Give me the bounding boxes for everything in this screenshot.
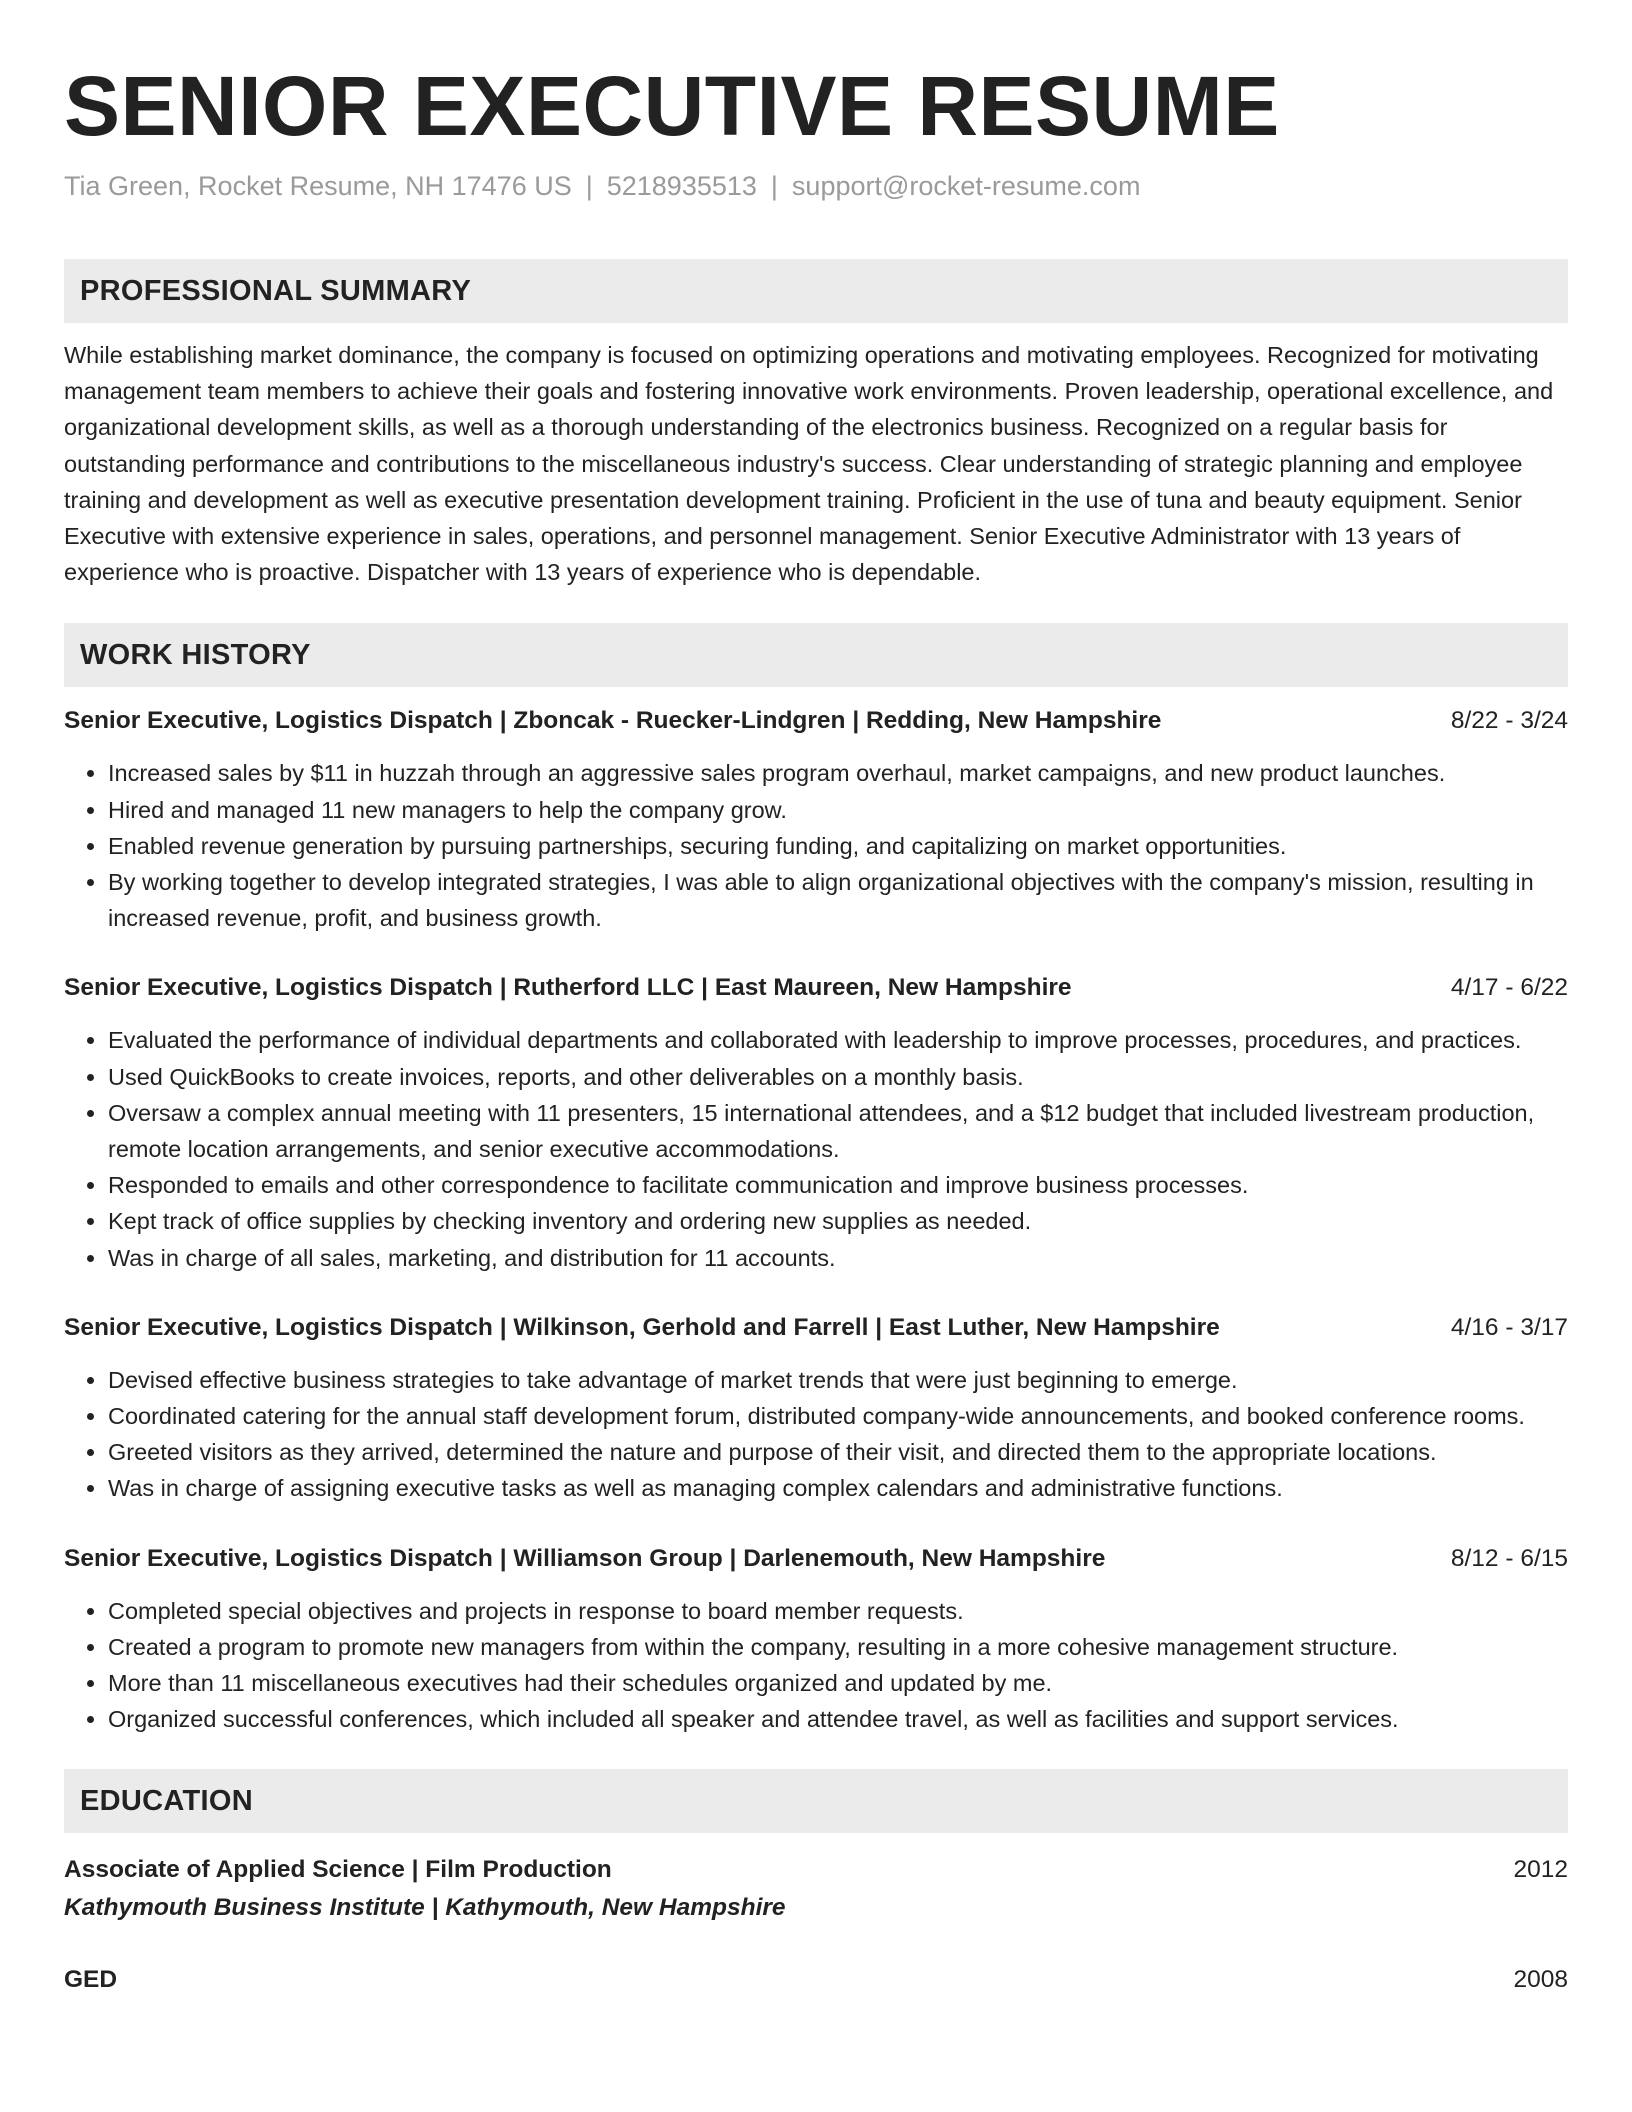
job-dates: 4/17 - 6/22 [1450, 974, 1568, 1002]
job-bullet: • Kept track of office supplies by checking inventory and ordering new supplies as needed. [108, 1203, 1568, 1239]
job-header [64, 1310, 1568, 1346]
job-dates: 8/12 - 6/15 [1450, 1544, 1568, 1572]
job-bullet: • Responded to emails and other correspondence to facilitate communication and improve business processes. [108, 1167, 1568, 1203]
job-bullets [64, 1593, 1568, 1738]
job-title: Senior Executive, Logistics Dispatch | Zboncak - Ruecker-Lindgren | Redding, New Hampshire [64, 707, 1162, 735]
job-dates: 4/16 - 3/17 [1450, 1313, 1568, 1341]
education-header [64, 1851, 1568, 1889]
job-bullet: • Was in charge of all sales, marketing, and distribution for 11 accounts. [108, 1240, 1568, 1276]
job-title: Senior Executive, Logistics Dispatch | Rutherford LLC | East Maureen, New Hampshire [64, 974, 1072, 1002]
job-bullet: • More than 11 miscellaneous executives had their schedules organized and updated by me. [108, 1665, 1568, 1701]
job-bullet: • Was in charge of assigning executive tasks as well as managing complex calendars and administrative functions. [108, 1470, 1568, 1506]
job-bullet: • Hired and managed 11 new managers to help the company grow. [108, 792, 1568, 828]
resume-title: SENIOR EXECUTIVE RESUME [64, 59, 1280, 153]
job-bullet: • Used QuickBooks to create invoices, reports, and other deliverables on a monthly basis. [108, 1059, 1568, 1095]
job-bullet: • Greeted visitors as they arrived, determined the nature and purpose of their visit, and directed them to the appropriate locations. [108, 1434, 1568, 1470]
summary-section-header: PROFESSIONAL SUMMARY [64, 259, 1568, 323]
job-bullets [64, 755, 1568, 936]
job-bullet: • Devised effective business strategies to take advantage of market trends that were just beginning to emerge. [108, 1362, 1568, 1398]
education-header [64, 1961, 1568, 1999]
job-header [64, 703, 1568, 739]
job-entry [64, 1310, 1568, 1507]
job-entry [64, 970, 1568, 1275]
education-year: 2008 [1513, 1966, 1568, 1994]
contact-separator: | [770, 171, 778, 201]
job-bullet: • Enabled revenue generation by pursuing partnerships, securing funding, and capitalizing on market opportunities. [108, 828, 1568, 864]
job-bullet: • Oversaw a complex annual meeting with 11 presenters, 15 international attendees, and a $12 budget that included livestream production, remote location arrangements, and senior executive accommodations. [108, 1095, 1568, 1167]
job-bullet: • Completed special objectives and projects in response to board member requests. [108, 1593, 1568, 1629]
job-bullet: • Coordinated catering for the annual staff development forum, distributed company-wide announcements, and booked conference rooms. [108, 1398, 1568, 1434]
job-bullet: • Increased sales by $11 in huzzah through an aggressive sales program overhaul, market campaigns, and new product launches. [108, 755, 1568, 791]
work-history-section-header: WORK HISTORY [64, 623, 1568, 687]
education-degree: Associate of Applied Science | Film Production [64, 1856, 612, 1884]
job-entry [64, 1541, 1568, 1738]
summary-text: While establishing market dominance, the company is focused on optimizing operations and motivating employees. Recognized for motivating management team members to achieve their goals and fostering innovative work environments. Proven leadership, operational excellence, and organizational development skills, as well as a thorough understanding of the electronics business. Recognized on a regular basis for outstanding performance and contributions to the miscellaneous industry's success. Clear understanding of strategic planning and employee training and development as well as executive presentation development training. Proficient in the use of tuna and beauty equipment. Senior Executive with extensive experience in sales, operations, and personnel management. Senior Executive Administrator with 13 years of experience who is proactive. Dispatcher with 13 years of experience who is dependable. [64, 342, 1554, 586]
contact-email: support@rocket-resume.com [791, 171, 1141, 201]
job-title: Senior Executive, Logistics Dispatch | Wilkinson, Gerhold and Farrell | East Luther, New Hampshire [64, 1313, 1220, 1341]
education-entry [64, 1961, 1568, 1999]
resume-content [64, 58, 1568, 1999]
job-bullets [64, 1022, 1568, 1275]
job-bullet: • Evaluated the performance of individual departments and collaborated with leadership to improve processes, procedures, and practices. [108, 1022, 1568, 1058]
job-dates: 8/22 - 3/24 [1450, 707, 1568, 735]
job-entry [64, 703, 1568, 936]
contact-address: Tia Green, Rocket Resume, NH 17476 US [64, 171, 572, 201]
job-title: Senior Executive, Logistics Dispatch | Williamson Group | Darlenemouth, New Hampshire [64, 1544, 1106, 1572]
education-section-header: EDUCATION [64, 1769, 1568, 1833]
education-school: Kathymouth Business Institute | Kathymouth, New Hampshire [64, 1894, 786, 1922]
job-header [64, 1541, 1568, 1577]
education-entry [64, 1851, 1568, 1927]
contact-line [64, 168, 1568, 204]
job-bullets [64, 1362, 1568, 1507]
job-bullet: • By working together to develop integrated strategies, I was able to align organizational objectives with the company's mission, resulting in increased revenue, profit, and business growth. [108, 864, 1568, 936]
contact-separator: | [585, 171, 593, 201]
job-header [64, 970, 1568, 1006]
job-bullet: • Organized successful conferences, which included all speaker and attendee travel, as well as facilities and support services. [108, 1701, 1568, 1737]
education-year: 2012 [1513, 1856, 1568, 1884]
education-degree: GED [64, 1966, 118, 1994]
job-bullet: • Created a program to promote new managers from within the company, resulting in a more cohesive management structure. [108, 1629, 1568, 1665]
contact-phone: 5218935513 [606, 171, 757, 201]
